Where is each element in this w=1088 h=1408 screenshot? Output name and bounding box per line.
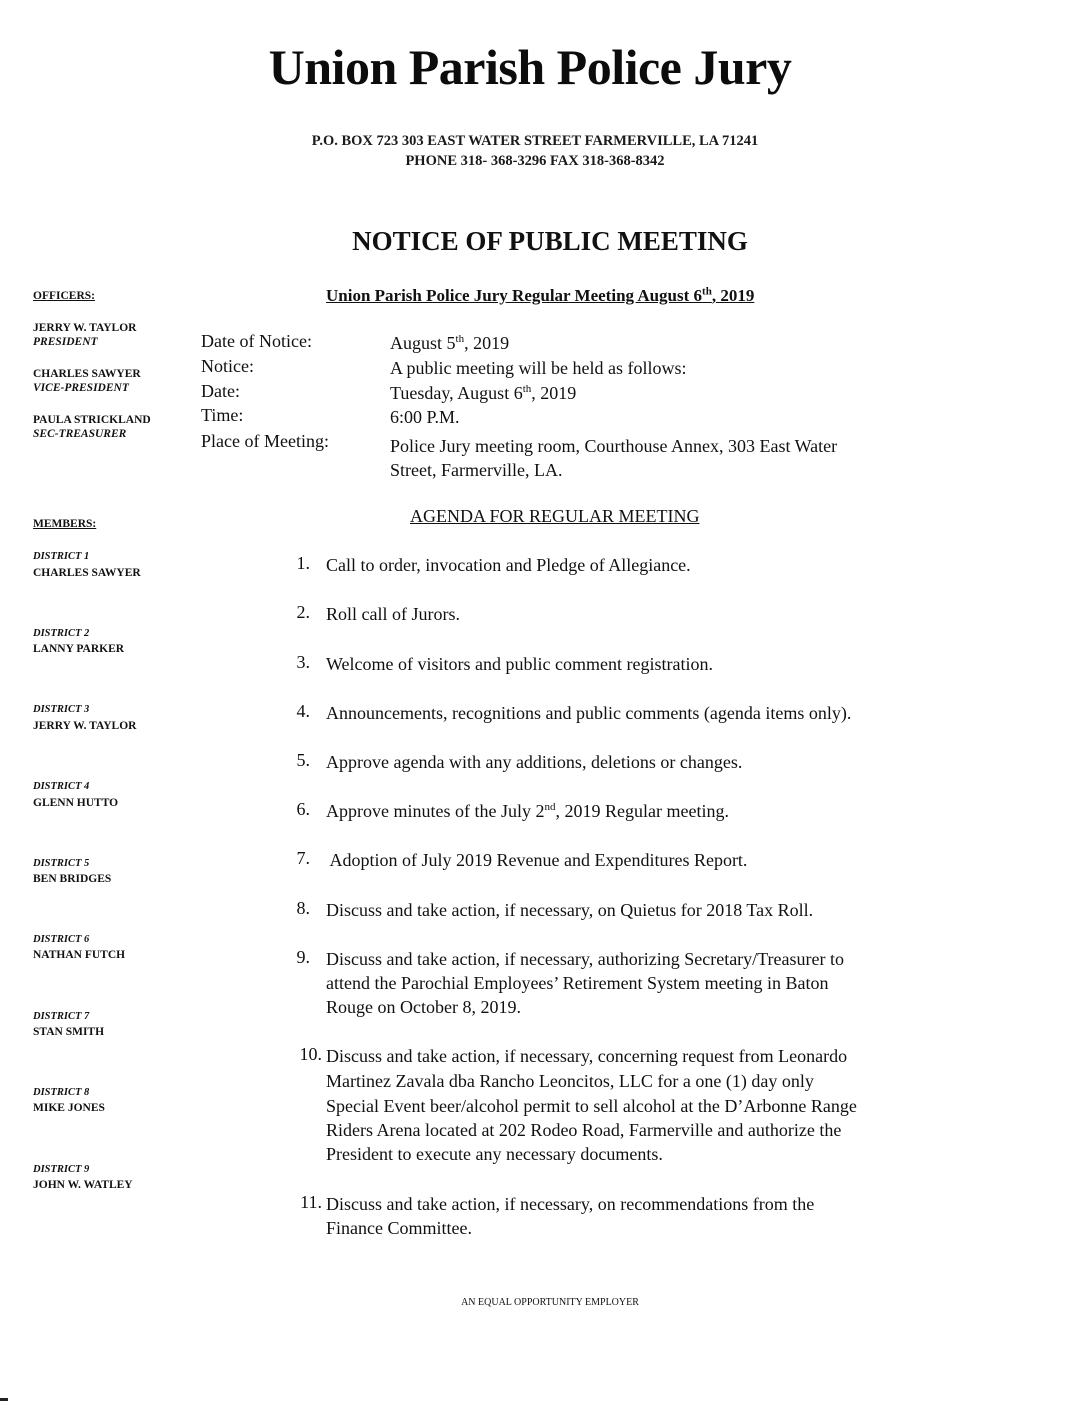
footer-text: AN EQUAL OPPORTUNITY EMPLOYER — [461, 1297, 639, 1308]
agenda-item-number: 7. — [296, 848, 310, 868]
agenda-item-number: 8. — [296, 898, 310, 918]
district-member-name: GLENN HUTTO — [33, 797, 119, 809]
date-of-notice-sup: th — [455, 333, 465, 345]
officer-name: PAULA STRICKLAND — [33, 414, 151, 426]
district-label: DISTRICT 8 — [33, 1087, 90, 1098]
notice-value: A public meeting will be held as follows: — [390, 358, 687, 378]
place-value-line2: Street, Farmerville, LA. — [390, 460, 563, 480]
members-heading: MEMBERS: — [33, 518, 97, 530]
agenda-heading: AGENDA FOR REGULAR MEETING — [410, 506, 700, 526]
agenda-item-text-part: Approve minutes of the July 2 — [326, 801, 545, 821]
agenda-item-number: 9. — [296, 947, 310, 967]
agenda-item-line: Discuss and take action, if necessary, authorizing Secretary/Treasurer to — [326, 949, 844, 969]
meeting-title-suffix: , 2019 — [711, 286, 755, 305]
agenda-item-text: Call to order, invocation and Pledge of Allegiance. — [326, 555, 691, 575]
district-member-name: LANNY PARKER — [33, 643, 125, 655]
district-member-name: BEN BRIDGES — [33, 873, 112, 885]
agenda-item-text — [326, 799, 966, 824]
date-of-notice-suffix: , 2019 — [464, 333, 510, 353]
agenda-item-number: 5. — [296, 750, 310, 770]
meeting-title-text: Union Parish Police Jury Regular Meeting August 6 — [326, 286, 703, 305]
organization-title: Union Parish Police Jury — [268, 39, 792, 95]
notice-label: Notice: — [201, 356, 254, 376]
agenda-item-number: 3. — [296, 652, 310, 672]
time-value: 6:00 P.M. — [390, 407, 460, 427]
officers-heading: OFFICERS: — [33, 290, 95, 302]
date-of-notice-text: August 5 — [390, 333, 456, 353]
date-of-notice-value — [390, 331, 950, 355]
agenda-item-number: 11. — [300, 1192, 322, 1212]
agenda-item-line: Rouge on October 8, 2019. — [326, 997, 521, 1017]
agenda-item-text: Adoption of July 2019 Revenue and Expenditures Report. — [326, 850, 748, 870]
agenda-item-number: 2. — [296, 602, 310, 622]
agenda-item-sup: nd — [544, 801, 556, 813]
district-label: DISTRICT 1 — [33, 551, 90, 562]
agenda-item-number: 10. — [299, 1044, 322, 1064]
agenda-item-number: 1. — [296, 553, 310, 573]
agenda-item-line: Discuss and take action, if necessary, on recommendations from the — [326, 1194, 815, 1214]
meeting-title — [326, 286, 754, 306]
agenda-item-line: Discuss and take action, if necessary, concerning request from Leonardo — [326, 1046, 848, 1066]
district-label: DISTRICT 4 — [33, 781, 90, 792]
district-label: DISTRICT 3 — [33, 704, 90, 715]
district-label: DISTRICT 5 — [33, 858, 90, 869]
district-member-name: CHARLES SAWYER — [33, 567, 141, 579]
agenda-item-number: 6. — [296, 799, 310, 819]
place-label: Place of Meeting: — [201, 431, 329, 451]
agenda-item-line: attend the Parochial Employees’ Retirement System meeting in Baton — [326, 973, 829, 993]
agenda-item-line: Finance Committee. — [326, 1218, 472, 1238]
district-member-name: MIKE JONES — [33, 1102, 105, 1114]
district-label: DISTRICT 7 — [33, 1011, 90, 1022]
phone-fax-line: PHONE 318- 368-3296 FAX 318-368-8342 — [405, 153, 665, 169]
date-label: Date: — [201, 381, 240, 401]
time-label: Time: — [201, 405, 244, 425]
agenda-item-line: Martinez Zavala dba Rancho Leoncitos, LLC for a one (1) day only — [326, 1071, 814, 1091]
district-member-name: NATHAN FUTCH — [33, 949, 126, 961]
agenda-item-text-part: , 2019 Regular meeting. — [555, 801, 729, 821]
officer-name: JERRY W. TAYLOR — [33, 322, 137, 334]
date-of-notice-label: Date of Notice: — [201, 331, 312, 351]
meeting-title-sup: th — [702, 285, 712, 298]
officer-title: SEC-TREASURER — [33, 428, 127, 440]
district-member-name: JOHN W. WATLEY — [33, 1179, 133, 1191]
district-label: DISTRICT 2 — [33, 628, 90, 639]
officer-name: CHARLES SAWYER — [33, 368, 141, 380]
scan-mark — [0, 1398, 8, 1401]
agenda-item-text: Welcome of visitors and public comment registration. — [326, 654, 713, 674]
agenda-item-line: Special Event beer/alcohol permit to sell alcohol at the D’Arbonne Range — [326, 1096, 857, 1116]
agenda-item-line: Riders Arena located at 202 Rodeo Road, Farmerville and authorize the — [326, 1120, 842, 1140]
address-line: P.O. BOX 723 303 EAST WATER STREET FARMERVILLE, LA 71241 — [311, 133, 759, 149]
district-member-name: STAN SMITH — [33, 1026, 105, 1038]
notice-title: NOTICE OF PUBLIC MEETING — [352, 226, 748, 256]
agenda-item-text: Announcements, recognitions and public comments (agenda items only). — [326, 703, 852, 723]
agenda-item-line: President to execute any necessary documents. — [326, 1144, 663, 1164]
agenda-item-text: Roll call of Jurors. — [326, 604, 460, 624]
date-suffix: , 2019 — [531, 383, 577, 403]
officer-title: PRESIDENT — [33, 336, 98, 348]
place-value-line1: Police Jury meeting room, Courthouse Annex, 303 East Water — [390, 436, 838, 456]
district-label: DISTRICT 6 — [33, 934, 90, 945]
district-member-name: JERRY W. TAYLOR — [33, 720, 137, 732]
date-value — [390, 381, 950, 405]
agenda-item-text: Discuss and take action, if necessary, on Quietus for 2018 Tax Roll. — [326, 900, 814, 920]
agenda-item-text: Approve agenda with any additions, deletions or changes. — [326, 752, 743, 772]
officer-title: VICE-PRESIDENT — [33, 382, 129, 394]
district-label: DISTRICT 9 — [33, 1164, 90, 1175]
date-sup: th — [522, 383, 532, 395]
date-text: Tuesday, August 6 — [390, 383, 523, 403]
agenda-item-number: 4. — [296, 701, 310, 721]
